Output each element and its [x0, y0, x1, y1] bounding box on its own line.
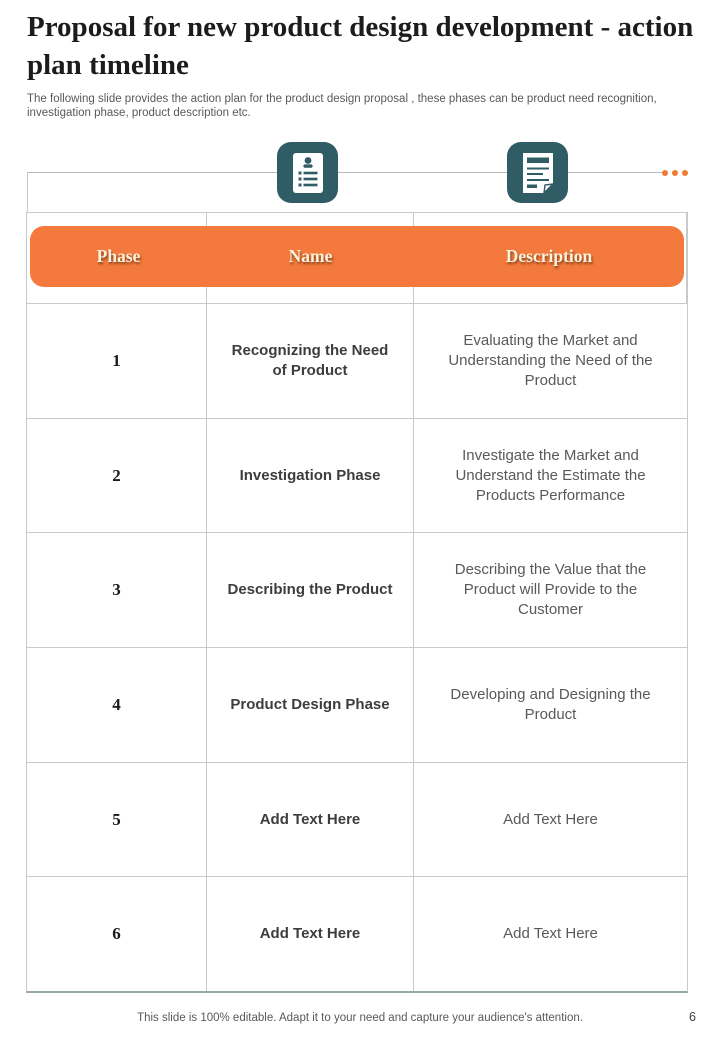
table-row — [27, 647, 687, 762]
page-title: Proposal for new product design development - action plan timeline — [27, 11, 694, 81]
action-plan-table — [26, 212, 688, 993]
column-header-name: Name — [288, 246, 333, 266]
table-row — [27, 418, 687, 533]
timeline-line — [27, 172, 664, 173]
dot-icon — [672, 170, 678, 176]
phase-cell: 6 — [27, 877, 207, 991]
profile-checklist-icon — [277, 142, 338, 203]
description-cell placeholder: Add Text Here — [503, 810, 598, 828]
footer-note: This slide is 100% editable. Adapt it to your need and capture your audience's attention. — [137, 1012, 583, 1024]
table-header-bar — [30, 226, 684, 287]
phase-cell: 4 — [27, 648, 207, 762]
name-cell: Investigation Phase — [207, 419, 414, 533]
document-icon — [507, 142, 568, 203]
dot-icon — [662, 170, 668, 176]
dot-icon — [682, 170, 688, 176]
description-cell: Evaluating the Market and Understanding the Need of the Product — [448, 331, 653, 389]
name-cell: Product Design Phase — [207, 648, 414, 762]
description-cell: Describing the Value that the Product will Provide to the Customer — [454, 561, 647, 619]
description-cell: Developing and Designing the Product — [450, 685, 651, 723]
phase-cell: 5 — [27, 763, 207, 877]
description-cell placeholder: Add Text Here — [503, 925, 598, 943]
table-header-row — [27, 213, 687, 303]
name-cell placeholder: Add Text Here — [207, 763, 414, 877]
name-cell: Describing the Product — [207, 533, 414, 647]
page-number: 6 — [689, 1010, 696, 1024]
phase-cell: 2 — [27, 419, 207, 533]
column-header-description: Description — [505, 246, 593, 266]
table-row — [27, 876, 687, 991]
phase-cell: 3 — [27, 533, 207, 647]
table-row — [27, 532, 687, 647]
table-row — [27, 762, 687, 877]
page-subtitle: The following slide provides the action plan for the product design proposal , these phases can be product need recognition, investigation phase, product description etc. — [27, 93, 657, 119]
timeline-left-connector — [27, 172, 28, 213]
description-cell: Investigate the Market and Understand the Estimate the Products Performance — [455, 446, 646, 504]
ellipsis-dots-icon — [662, 170, 688, 176]
column-header-phase: Phase — [96, 246, 141, 266]
name-cell placeholder: Add Text Here — [207, 877, 414, 991]
table-row — [27, 303, 687, 418]
name-cell: Recognizing the Need of Product — [207, 304, 414, 418]
phase-cell: 1 — [27, 304, 207, 418]
